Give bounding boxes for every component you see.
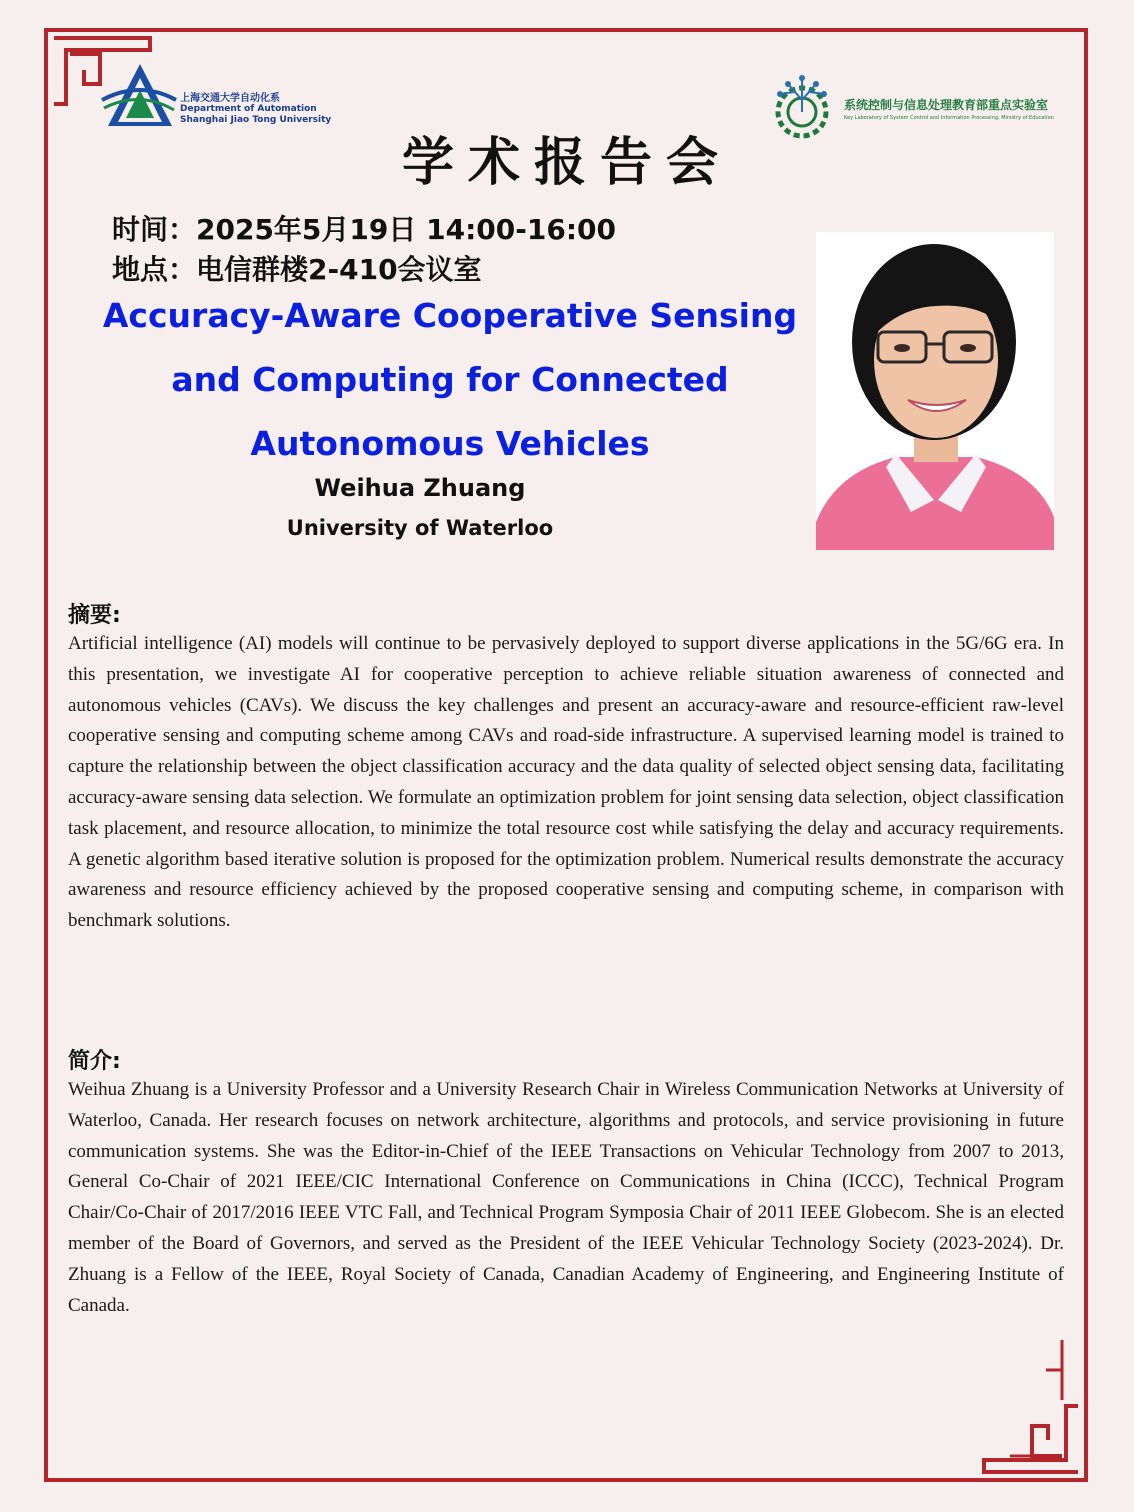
event-title: 学术报告会 <box>401 132 732 193</box>
left-logo-en-1: Department of Automation <box>180 104 317 114</box>
bio-heading: 简介: <box>68 1049 121 1074</box>
bio-text: Weihua Zhuang is a University Professor and a University Research Chair in Wireless Communication Networks at University of Waterloo, Canada. Her research focuses on network architecture, algorithms and protocols, and service provisioning in future communication systems. She was the Editor-in-Chief of the IEEE Transactions on Vehicular Technology from 2007 to 2013, General Co-Chair of 2021 IEEE/CIC International Conference on Communications in China (ICCC), Technical Program Chair/Co-Chair of 2017/2016 IEEE VTC Fall, and Technical Program Symposia Chair of 2011 IEEE Globecom. She is an elected member of the Board of Governors, and served as the President of the IEEE Vehicular Technology Society (2023-2024). Dr. Zhuang is a Fellow of the IEEE, Royal Society of Canada, Canadian Academy of Engineering, and Engineering Institute of Canada. <box>68 1079 1064 1316</box>
speaker-affiliation: University of Waterloo <box>286 516 554 540</box>
left-logo-en-2: Shanghai Jiao Tong University <box>180 115 332 125</box>
speaker-photo <box>816 232 1054 550</box>
event-place: 地点：电信群楼2-410会议室 <box>112 253 482 286</box>
right-logo-cn: 系统控制与信息处理教育部重点实验室 <box>844 98 1049 112</box>
left-logo-cn: 上海交通大学自动化系 <box>180 93 280 104</box>
event-time: 时间：2025年5月19日 14:00-16:00 <box>112 213 617 246</box>
abstract-heading: 摘要: <box>68 603 121 628</box>
right-logo-en: Key Laboratory of System Control and Information Processing, Ministry of Education <box>844 115 1054 121</box>
talk-title: Accuracy-Aware Cooperative Sensing and Computing for Connected Autonomous Vehicles <box>102 296 798 463</box>
speaker-name: Weihua Zhuang <box>314 474 526 502</box>
abstract-text: Artificial intelligence (AI) models will continue to be pervasively deployed to support diverse applications in the 5G/6G era. In this presentation, we investigate AI for cooperative perception to achieve reliable situation awareness of connected and autonomous vehicles (CAVs). We discuss the key challenges and present an accuracy-aware and resource-efficient raw-level cooperative sensing and computing scheme among CAVs and road-side infrastructure. A supervised learning model is trained to capture the relationship between the object classification accuracy and the data quality of selected object sensing data, facilitating accuracy-aware sensing data selection. We formulate an optimization problem for joint sensing data selection, object classification task placement, and resource allocation, to minimize the total resource cost while satisfying the delay and accuracy requirements. A genetic algorithm based iterative solution is proposed for the optimization problem. Numerical results demonstrate the accuracy awareness and resource efficiency achieved by the proposed cooperative sensing and computing scheme, in comparison with benchmark solutions. <box>68 633 1064 932</box>
